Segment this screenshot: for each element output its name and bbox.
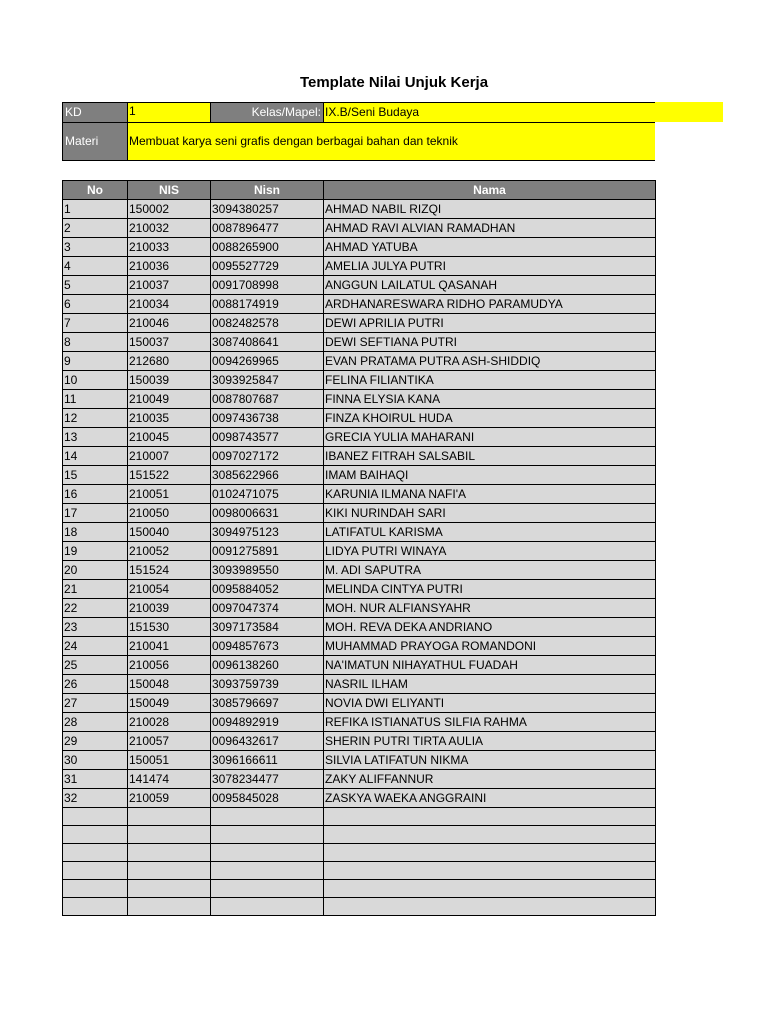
table-row (63, 770, 656, 789)
table-row (63, 561, 656, 580)
cell-nisn[interactable]: 0096138260 (211, 656, 324, 675)
cell-nama[interactable]: IMAM BAIHAQI (324, 466, 656, 485)
cell-no[interactable]: 25 (63, 656, 128, 675)
cell-nama[interactable]: ZAKY ALIFFANNUR (324, 770, 656, 789)
table-row (63, 599, 656, 618)
cell-nisn[interactable]: 0087807687 (211, 390, 324, 409)
cell-nama[interactable]: ARDHANARESWARA RIDHO PARAMUDYA (324, 295, 656, 314)
cell-nis[interactable]: 210050 (128, 504, 211, 523)
table-row (63, 314, 656, 333)
cell-nisn[interactable]: 3094975123 (211, 523, 324, 542)
table-row (63, 580, 656, 599)
cell-nisn[interactable]: 0082482578 (211, 314, 324, 333)
cell-nama[interactable]: NA'IMATUN NIHAYATHUL FUADAH (324, 656, 656, 675)
cell-nama[interactable]: LATIFATUL KARISMA (324, 523, 656, 542)
cell-nisn[interactable] (211, 862, 324, 880)
cell-nisn[interactable]: 0088174919 (211, 295, 324, 314)
table-row (63, 675, 656, 694)
cell-no[interactable]: 8 (63, 333, 128, 352)
cell-nis[interactable]: 210034 (128, 295, 211, 314)
cell-no[interactable]: 6 (63, 295, 128, 314)
cell-nis[interactable]: 210041 (128, 637, 211, 656)
cell-nisn[interactable]: 0098743577 (211, 428, 324, 447)
kelas-value[interactable]: IX.B/Seni Budaya (323, 102, 655, 122)
table-row (63, 219, 656, 238)
table-row (63, 751, 656, 770)
cell-nisn[interactable]: 0094892919 (211, 713, 324, 732)
cell-no[interactable]: 15 (63, 466, 128, 485)
table-row (63, 352, 656, 371)
cell-no[interactable]: 2 (63, 219, 128, 238)
cell-no[interactable]: 20 (63, 561, 128, 580)
cell-nisn[interactable]: 0091275891 (211, 542, 324, 561)
cell-no[interactable]: 5 (63, 276, 128, 295)
cell-nama[interactable]: LIDYA PUTRI WINAYA (324, 542, 656, 561)
cell-no[interactable]: 10 (63, 371, 128, 390)
table-row (63, 200, 656, 219)
cell-nama[interactable]: DEWI APRILIA PUTRI (324, 314, 656, 333)
table-row (63, 732, 656, 751)
cell-nisn[interactable]: 0097436738 (211, 409, 324, 428)
cell-nis[interactable]: 210052 (128, 542, 211, 561)
table-row (63, 409, 656, 428)
table-header-row (63, 181, 656, 200)
table-row (63, 371, 656, 390)
cell-nama[interactable]: MOH. REVA DEKA ANDRIANO (324, 618, 656, 637)
cell-no[interactable] (63, 880, 128, 898)
header-nisn: Nisn (211, 181, 324, 200)
cell-nisn[interactable]: 0098006631 (211, 504, 324, 523)
kd-value[interactable]: 1 (127, 102, 210, 122)
cell-no[interactable]: 16 (63, 485, 128, 504)
cell-nisn[interactable]: 3097173584 (211, 618, 324, 637)
cell-no[interactable]: 32 (63, 789, 128, 808)
table-row (63, 898, 656, 916)
materi-value[interactable]: Membuat karya seni grafis dengan berbagai bahan dan teknik (127, 122, 655, 161)
cell-nis[interactable]: 210057 (128, 732, 211, 751)
cell-no[interactable] (63, 826, 128, 844)
cell-no[interactable]: 12 (63, 409, 128, 428)
cell-nis[interactable]: 150002 (128, 200, 211, 219)
cell-nama[interactable]: M. ADI SAPUTRA (324, 561, 656, 580)
cell-nama[interactable]: SILVIA LATIFATUN NIKMA (324, 751, 656, 770)
table-row (63, 826, 656, 844)
table-row (63, 295, 656, 314)
cell-nisn[interactable] (211, 844, 324, 862)
cell-nisn[interactable]: 0096432617 (211, 732, 324, 751)
cell-nisn[interactable]: 3085796697 (211, 694, 324, 713)
cell-nama[interactable]: FELINA FILIANTIKA (324, 371, 656, 390)
cell-nis[interactable]: 210045 (128, 428, 211, 447)
cell-nisn[interactable]: 0094857673 (211, 637, 324, 656)
cell-nisn[interactable]: 0091708998 (211, 276, 324, 295)
table-row (63, 390, 656, 409)
cell-nis[interactable]: 210059 (128, 789, 211, 808)
cell-nis[interactable]: 212680 (128, 352, 211, 371)
table-row (63, 276, 656, 295)
cell-no[interactable] (63, 808, 128, 826)
cell-nis[interactable]: 150039 (128, 371, 211, 390)
table-row (63, 656, 656, 675)
cell-no[interactable]: 31 (63, 770, 128, 789)
cell-nama[interactable]: MOH. NUR ALFIANSYAHR (324, 599, 656, 618)
table-row (63, 862, 656, 880)
cell-nis[interactable] (128, 880, 211, 898)
table-row (63, 618, 656, 637)
table-row (63, 789, 656, 808)
cell-no[interactable]: 18 (63, 523, 128, 542)
cell-nis[interactable]: 210036 (128, 257, 211, 276)
cell-nama[interactable] (324, 808, 656, 826)
cell-no[interactable]: 29 (63, 732, 128, 751)
table-row (63, 428, 656, 447)
cell-nis[interactable]: 150049 (128, 694, 211, 713)
cell-nis[interactable]: 150051 (128, 751, 211, 770)
cell-nis[interactable] (128, 808, 211, 826)
cell-nisn[interactable]: 0102471075 (211, 485, 324, 504)
cell-nama[interactable]: DEWI SEFTIANA PUTRI (324, 333, 656, 352)
cell-nama[interactable] (324, 898, 656, 916)
cell-nisn[interactable]: 0097027172 (211, 447, 324, 466)
kelas-label: Kelas/Mapel: (210, 102, 323, 122)
cell-nis[interactable]: 151524 (128, 561, 211, 580)
cell-nisn[interactable]: 3094380257 (211, 200, 324, 219)
cell-nisn[interactable]: 3087408641 (211, 333, 324, 352)
table-row (63, 694, 656, 713)
cell-nama[interactable]: AMELIA JULYA PUTRI (324, 257, 656, 276)
cell-no[interactable]: 19 (63, 542, 128, 561)
cell-nama[interactable]: FINZA KHOIRUL HUDA (324, 409, 656, 428)
cell-nis[interactable]: 150040 (128, 523, 211, 542)
materi-label: Materi (62, 122, 127, 161)
page-title: Template Nilai Unjuk Kerja (299, 74, 489, 91)
cell-nisn[interactable] (211, 880, 324, 898)
cell-nama[interactable] (324, 826, 656, 844)
cell-nis[interactable]: 210035 (128, 409, 211, 428)
cell-nama[interactable]: GRECIA YULIA MAHARANI (324, 428, 656, 447)
cell-nis[interactable]: 150048 (128, 675, 211, 694)
cell-no[interactable] (63, 898, 128, 916)
cell-nis[interactable]: 210039 (128, 599, 211, 618)
header-nama: Nama (324, 181, 656, 200)
cell-nama[interactable]: NASRIL ILHAM (324, 675, 656, 694)
highlight-overflow (655, 102, 723, 122)
table-row (63, 880, 656, 898)
cell-no[interactable]: 24 (63, 637, 128, 656)
cell-nama[interactable] (324, 880, 656, 898)
cell-nis[interactable]: 210049 (128, 390, 211, 409)
cell-nis[interactable]: 151530 (128, 618, 211, 637)
cell-no[interactable]: 1 (63, 200, 128, 219)
cell-nis[interactable] (128, 862, 211, 880)
cell-no[interactable]: 3 (63, 238, 128, 257)
cell-no[interactable]: 22 (63, 599, 128, 618)
cell-nis[interactable]: 141474 (128, 770, 211, 789)
cell-no[interactable]: 9 (63, 352, 128, 371)
cell-nama[interactable]: SHERIN PUTRI TIRTA AULIA (324, 732, 656, 751)
table-row (63, 523, 656, 542)
cell-nis[interactable]: 210037 (128, 276, 211, 295)
cell-nis[interactable]: 151522 (128, 466, 211, 485)
cell-nis[interactable]: 210007 (128, 447, 211, 466)
table-row (63, 466, 656, 485)
cell-nis[interactable]: 210054 (128, 580, 211, 599)
cell-no[interactable]: 21 (63, 580, 128, 599)
cell-nis[interactable]: 210046 (128, 314, 211, 333)
table-row (63, 808, 656, 826)
cell-nisn[interactable]: 3085622966 (211, 466, 324, 485)
header-nis: NIS (128, 181, 211, 200)
cell-nisn[interactable]: 0095884052 (211, 580, 324, 599)
cell-nisn[interactable]: 3093759739 (211, 675, 324, 694)
table-row (63, 844, 656, 862)
student-table (62, 180, 656, 916)
cell-nis[interactable]: 210051 (128, 485, 211, 504)
cell-nama[interactable]: FINNA ELYSIA KANA (324, 390, 656, 409)
table-row (63, 485, 656, 504)
cell-nisn[interactable]: 3093989550 (211, 561, 324, 580)
table-body (63, 200, 656, 916)
cell-nisn[interactable]: 3093925847 (211, 371, 324, 390)
cell-no[interactable]: 7 (63, 314, 128, 333)
cell-nama[interactable]: KARUNIA ILMANA NAFI'A (324, 485, 656, 504)
cell-no[interactable]: 11 (63, 390, 128, 409)
cell-nisn[interactable]: 0088265900 (211, 238, 324, 257)
cell-no[interactable]: 30 (63, 751, 128, 770)
cell-nis[interactable]: 210028 (128, 713, 211, 732)
cell-no[interactable]: 27 (63, 694, 128, 713)
table-row (63, 713, 656, 732)
header-no: No (63, 181, 128, 200)
cell-nama[interactable]: REFIKA ISTIANATUS SILFIA RAHMA (324, 713, 656, 732)
cell-nama[interactable]: MUHAMMAD PRAYOGA ROMANDONI (324, 637, 656, 656)
cell-nis[interactable] (128, 826, 211, 844)
cell-no[interactable]: 13 (63, 428, 128, 447)
cell-no[interactable]: 28 (63, 713, 128, 732)
kd-label: KD (62, 102, 127, 122)
cell-nis[interactable]: 210056 (128, 656, 211, 675)
cell-no[interactable] (63, 844, 128, 862)
cell-nis[interactable]: 210033 (128, 238, 211, 257)
cell-nama[interactable]: MELINDA CINTYA PUTRI (324, 580, 656, 599)
cell-nama[interactable]: AHMAD NABIL RIZQI (324, 200, 656, 219)
cell-nisn[interactable] (211, 826, 324, 844)
cell-no[interactable] (63, 862, 128, 880)
cell-nama[interactable] (324, 844, 656, 862)
cell-nisn[interactable]: 0087896477 (211, 219, 324, 238)
cell-no[interactable]: 26 (63, 675, 128, 694)
table-row (63, 504, 656, 523)
cell-nama[interactable]: ZASKYA WAEKA ANGGRAINI (324, 789, 656, 808)
cell-nisn[interactable] (211, 808, 324, 826)
cell-nis[interactable]: 150037 (128, 333, 211, 352)
cell-nisn[interactable]: 3096166611 (211, 751, 324, 770)
cell-nama[interactable]: IBANEZ FITRAH SALSABIL (324, 447, 656, 466)
cell-nisn[interactable]: 0094269965 (211, 352, 324, 371)
table-row (63, 333, 656, 352)
cell-nisn[interactable]: 3078234477 (211, 770, 324, 789)
cell-nama[interactable]: ANGGUN LAILATUL QASANAH (324, 276, 656, 295)
cell-nama[interactable] (324, 862, 656, 880)
table-row (63, 542, 656, 561)
cell-nama[interactable]: AHMAD RAVI ALVIAN RAMADHAN (324, 219, 656, 238)
cell-nisn[interactable]: 0095527729 (211, 257, 324, 276)
cell-no[interactable]: 14 (63, 447, 128, 466)
table-row (63, 238, 656, 257)
cell-no[interactable]: 17 (63, 504, 128, 523)
cell-nama[interactable]: EVAN PRATAMA PUTRA ASH-SHIDDIQ (324, 352, 656, 371)
cell-nis[interactable] (128, 844, 211, 862)
cell-nama[interactable]: KIKI NURINDAH SARI (324, 504, 656, 523)
cell-nisn[interactable]: 0097047374 (211, 599, 324, 618)
cell-nama[interactable]: AHMAD YATUBA (324, 238, 656, 257)
cell-no[interactable]: 23 (63, 618, 128, 637)
table-row (63, 257, 656, 276)
cell-nama[interactable]: NOVIA DWI ELIYANTI (324, 694, 656, 713)
table-row (63, 637, 656, 656)
cell-nisn[interactable] (211, 898, 324, 916)
cell-no[interactable]: 4 (63, 257, 128, 276)
cell-nisn[interactable]: 0095845028 (211, 789, 324, 808)
cell-nis[interactable]: 210032 (128, 219, 211, 238)
cell-nis[interactable] (128, 898, 211, 916)
table-row (63, 447, 656, 466)
